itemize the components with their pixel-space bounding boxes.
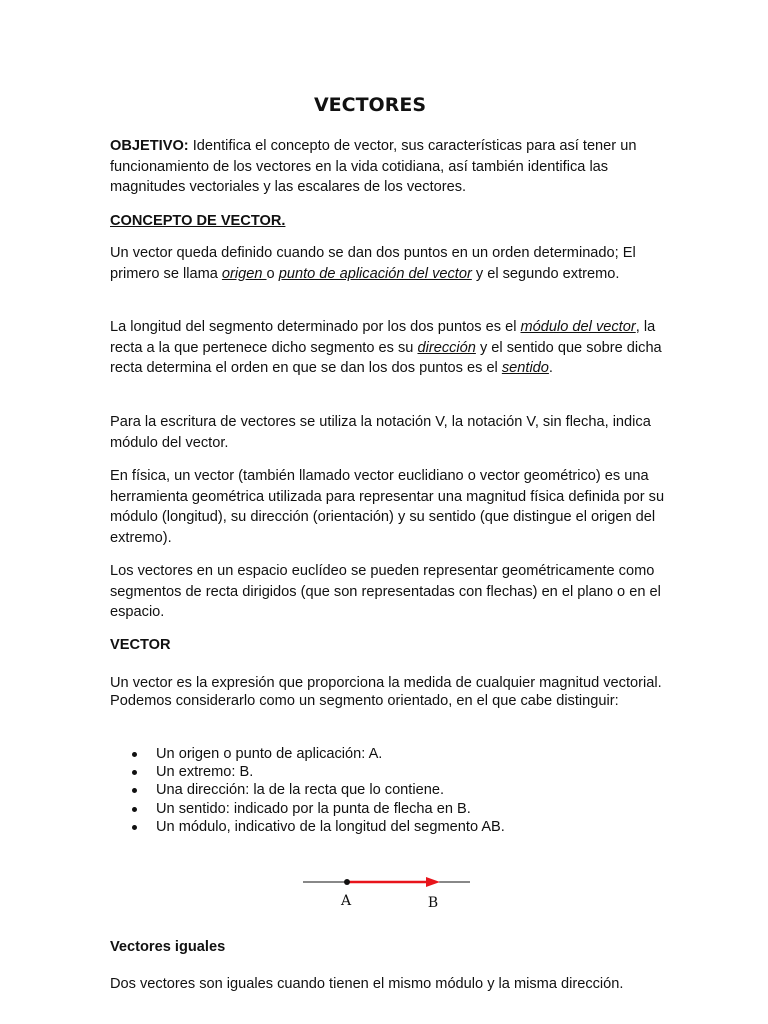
bullet-icon	[132, 770, 137, 775]
length-text-2: , la recta a la que pertenece dicho segmento es su	[110, 319, 656, 356]
term-punto-aplicacion: punto de aplicación del vector	[278, 265, 472, 282]
length-paragraph	[110, 317, 665, 379]
list-item-text: Un extremo: B.	[156, 764, 254, 781]
length-text-3: y el sentido que sobre dicha recta determina el orden en que se dan los dos puntos es el	[110, 339, 662, 376]
definition-paragraph	[110, 243, 665, 284]
list-item-text: Un módulo, indicativo de la longitud del segmento AB.	[156, 818, 505, 835]
iguales-paragraph: Dos vectores son iguales cuando tienen el mismo módulo y la misma dirección.	[110, 976, 624, 992]
bullet-icon	[132, 825, 137, 830]
list-item-text: Un sentido: indicado por la punta de flecha en B.	[156, 800, 471, 817]
definition-text-2: o	[266, 265, 279, 282]
list-item	[110, 763, 665, 781]
definition-text-1: Un vector queda definido cuando se dan dos puntos en un orden determinado; El primero se llama	[110, 245, 636, 282]
vector-paragraph: Un vector es la expresión que proporciona la medida de cualquier magnitud vectorial. Podemos considerarlo como un segmento orientado, en el que cabe distinguir:	[110, 675, 662, 709]
vector-heading: VECTOR	[110, 637, 171, 653]
label-b: B	[427, 895, 439, 911]
label-a: A	[340, 893, 352, 909]
bullet-icon	[132, 807, 137, 812]
vectores-iguales-heading: Vectores iguales	[110, 939, 226, 955]
euclidean-paragraph: Los vectores en un espacio euclídeo se pueden representar geométricamente como segmentos de recta dirigidos (que son representadas con flechas) en el plano o en el espacio.	[110, 563, 661, 620]
list-item-text: Un origen o punto de aplicación: A.	[156, 746, 383, 762]
concepto-heading: CONCEPTO DE VECTOR.	[110, 213, 286, 229]
term-direccion: dirección	[417, 339, 476, 356]
page-title: VECTORES	[313, 94, 427, 116]
term-modulo: módulo del vector	[520, 319, 636, 335]
vector-diagram	[300, 868, 475, 913]
term-sentido: sentido	[501, 360, 549, 376]
list-item	[110, 781, 665, 799]
bullet-icon	[132, 752, 137, 757]
notation-paragraph: Para la escritura de vectores se utiliza la notación V, la notación V, sin flecha, indica módulo del vector.	[110, 414, 651, 451]
length-text-1: La longitud del segmento determinado por los dos puntos es el	[110, 319, 521, 335]
definition-text-3: y el segundo extremo.	[471, 265, 620, 282]
list-item	[110, 818, 665, 836]
vector-properties-list	[110, 745, 665, 836]
term-origen: origen	[221, 265, 267, 282]
bullet-icon	[132, 788, 137, 793]
list-item-text: Una dirección: la de la recta que lo contiene.	[156, 782, 444, 799]
origin-point	[344, 879, 350, 885]
physics-paragraph: En física, un vector (también llamado vector euclidiano o vector geométrico) es una herramienta geométrica utilizada para representar una magnitud física definida por su módulo (longitud), su dirección (orientación) y su sentido (que distingue el origen del extremo).	[110, 468, 665, 546]
arrowhead-icon	[426, 877, 440, 887]
objective-text: Identifica el concepto de vector, sus características para así tener un funcionamiento de los vectores en la vida cotidiana, así también identifica las magnitudes vectoriales y las escalares de los vectores.	[110, 138, 637, 195]
length-text-4: .	[548, 360, 553, 376]
objective-label: OBJETIVO:	[110, 138, 189, 154]
list-item	[110, 800, 665, 818]
objective-paragraph	[110, 136, 665, 198]
list-item	[110, 745, 665, 763]
